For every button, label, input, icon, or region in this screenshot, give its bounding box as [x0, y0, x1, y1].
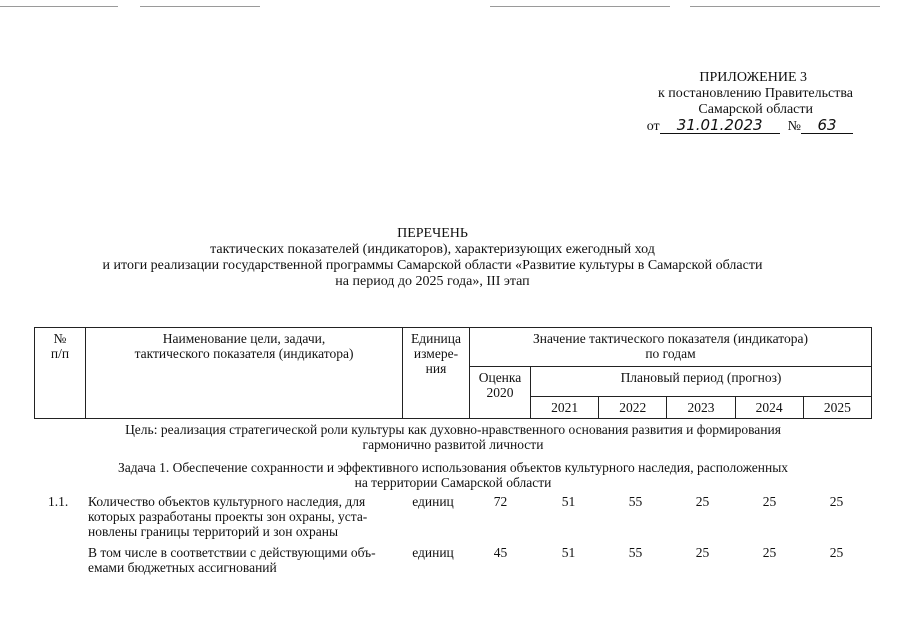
row-value: 55 — [628, 545, 643, 560]
row-value: 25 — [695, 494, 710, 509]
indicator-table-header — [34, 327, 872, 419]
table-row — [34, 494, 872, 539]
row-name-line: В том числе в соответствии с действующими объ- — [88, 545, 376, 560]
title-heading: ПЕРЕЧЕНЬ — [397, 226, 468, 241]
header-unit — [403, 328, 470, 419]
appendix-number: ПРИЛОЖЕНИЕ 3 — [699, 70, 807, 85]
task-line-2: на территории Самарской области — [354, 475, 552, 490]
row-value: 55 — [628, 494, 643, 509]
row-name-line: которых разработаны проекты зон охраны, уста- — [88, 509, 368, 524]
goal-text — [34, 420, 872, 452]
indicator-table-body — [34, 420, 872, 575]
date-prefix: от — [646, 119, 660, 134]
header-estimate-line-1: Оценка — [478, 370, 522, 385]
row-value: 51 — [561, 494, 576, 509]
header-plan: Плановый период (прогноз) — [531, 367, 872, 397]
appendix-line-1: к постановлению Правительства — [657, 86, 853, 101]
header-number-line-1: № — [53, 331, 67, 346]
scan-line — [0, 6, 118, 7]
goal-line-2: гармонично развитой личности — [362, 437, 544, 452]
header-number — [35, 328, 86, 419]
header-name — [86, 328, 403, 419]
header-values-line-2: по годам — [645, 346, 696, 361]
header-year: 2023 — [667, 397, 735, 419]
scan-line — [140, 6, 260, 7]
header-name-line-2: тактического показателя (индикатора) — [134, 346, 354, 361]
task-line-1: Задача 1. Обеспечение сохранности и эффективного использования объектов культурного наследия, расположенных — [117, 460, 789, 475]
title-line-2: и итоги реализации государственной программы Самарской области «Развитие культуры в Самарской области — [102, 258, 763, 273]
header-unit-line-1: Единица — [410, 331, 461, 346]
row-name-line: Количество объектов культурного наследия, для — [88, 494, 366, 509]
title-line-3: на период до 2025 года», III этап — [335, 274, 530, 289]
scan-line — [490, 6, 670, 7]
handwritten-number: 63 — [801, 118, 853, 134]
header-estimate — [470, 367, 531, 419]
row-value: 25 — [829, 545, 844, 560]
row-name — [86, 494, 400, 539]
row-value: 51 — [561, 545, 576, 560]
handwritten-date: 31.01.2023 — [660, 118, 780, 134]
row-name-line: емами бюджетных ассигнований — [88, 560, 277, 575]
row-value: 25 — [762, 545, 777, 560]
scan-line — [690, 6, 880, 7]
header-estimate-line-2: 2020 — [486, 385, 514, 400]
header-unit-line-3: ния — [425, 361, 447, 376]
header-unit-line-2: измере- — [413, 346, 459, 361]
row-value: 25 — [829, 494, 844, 509]
header-year: 2024 — [735, 397, 803, 419]
task-text — [34, 458, 872, 490]
row-name — [86, 545, 400, 575]
document-title — [0, 226, 905, 290]
header-year: 2025 — [803, 397, 871, 419]
number-prefix: № — [787, 119, 801, 134]
header-values — [470, 328, 872, 367]
row-value: 25 — [695, 545, 710, 560]
header-year: 2022 — [599, 397, 667, 419]
header-name-line-1: Наименование цели, задачи, — [162, 331, 326, 346]
header-values-line-1: Значение тактического показателя (индикатора) — [533, 331, 808, 346]
header-year: 2021 — [531, 397, 599, 419]
row-number: 1.1. — [48, 494, 69, 509]
row-value: 72 — [493, 494, 508, 509]
goal-line-1: Цель: реализация стратегической роли культуры как духовно-нравственного основания развития и формирования — [125, 422, 781, 437]
row-value: 45 — [493, 545, 508, 560]
header-number-line-2: п/п — [50, 346, 70, 361]
title-line-1: тактических показателей (индикаторов), характеризующих ежегодный ход — [210, 242, 655, 257]
appendix-line-2: Самарской области — [698, 102, 813, 117]
appendix-block — [613, 70, 853, 135]
row-name-line: новлены границы территорий и зон охраны — [88, 524, 339, 539]
row-value: 25 — [762, 494, 777, 509]
table-row — [34, 545, 872, 575]
row-unit: единиц — [412, 545, 454, 560]
row-unit: единиц — [412, 494, 454, 509]
appendix-signature-line — [613, 118, 853, 135]
